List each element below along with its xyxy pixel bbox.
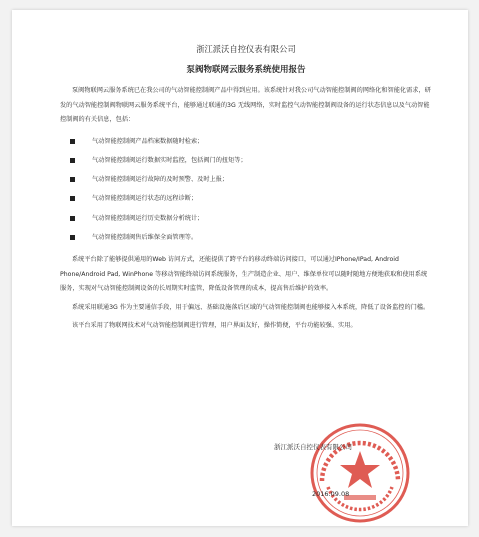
report-title: 泵阀物联网云服务系统使用报告 (186, 65, 306, 75)
list-item (70, 234, 432, 242)
square-bullet-icon (70, 158, 75, 163)
feature-list (60, 138, 432, 242)
list-item-text: 气动智能控制阀售后维保全面管理等。 (92, 233, 198, 241)
document-body (60, 44, 432, 334)
conclusion-paragraph: 该平台采用了物联网技术对气动智能控制阀进行管理，用户界面友好，操作简便，平台功能较强、实用。 (72, 322, 357, 330)
list-item (70, 157, 432, 165)
list-item-text: 气动智能控制阀运行数据实时监控，包括阀门的扭矩等； (92, 156, 247, 164)
square-bullet-icon (70, 196, 75, 201)
company-header: 浙江派沃自控仪表有限公司 (196, 44, 296, 54)
list-item (70, 215, 432, 223)
list-item (70, 138, 432, 146)
square-bullet-icon (70, 177, 75, 182)
network-paragraph: 系统采用联通3G 作为主要通信手段，用于偏远、基础设施落后区域的气动智能控制阀也能够接入本系统，降低了设备监控的门槛。 (72, 303, 430, 311)
list-item (70, 176, 432, 184)
list-item-text: 气动智能控制阀运行状态的远程诊断； (92, 195, 198, 203)
signature-date: 2016.09.08 (312, 490, 350, 498)
intro-paragraph: 泵阀物联网云服务系统已在我公司的气动智能控制阀产品中得到应用。该系统针对我公司气动智能控制阀的网络化和智能化需求，研发的气动智能控制阀物联网云服务系统平台，能够通过联通的3G 无线网络，实时监控气动智能控制阀设备的运行状态信息以及气动智能控制阀的有关信息，包括： (60, 87, 431, 123)
platform-paragraph: 系统平台除了能够提供通用的Web 访问方式，还能提供了跨平台的移动终端访问接口，可以通过IPhone/IPad, Android Phone/Android Pad, WinPhone 等移动智能终端访问系统服务，生产制造企业、用户、维保单位可以随时随地方便地获取和使用系统服务，实现对气动智能控制阀设备的长周期实时监管，降低设备管理的成本，提高售后维护的效率。 (60, 256, 428, 293)
list-item-text: 气动智能控制阀产品档案数据随时检索； (92, 137, 204, 145)
square-bullet-icon (70, 235, 75, 240)
document-page (12, 10, 468, 526)
square-bullet-icon (70, 216, 75, 221)
list-item-text: 气动智能控制阀运行历史数据分析统计； (92, 214, 204, 222)
signature-company: 浙江派沃自控仪表有限公司 (274, 443, 352, 451)
star-icon (340, 451, 380, 488)
company-seal (308, 421, 412, 525)
square-bullet-icon (70, 139, 75, 144)
list-item (70, 195, 432, 203)
list-item-text: 气动智能控制阀运行故障的及时预警、及时上报； (92, 176, 229, 184)
